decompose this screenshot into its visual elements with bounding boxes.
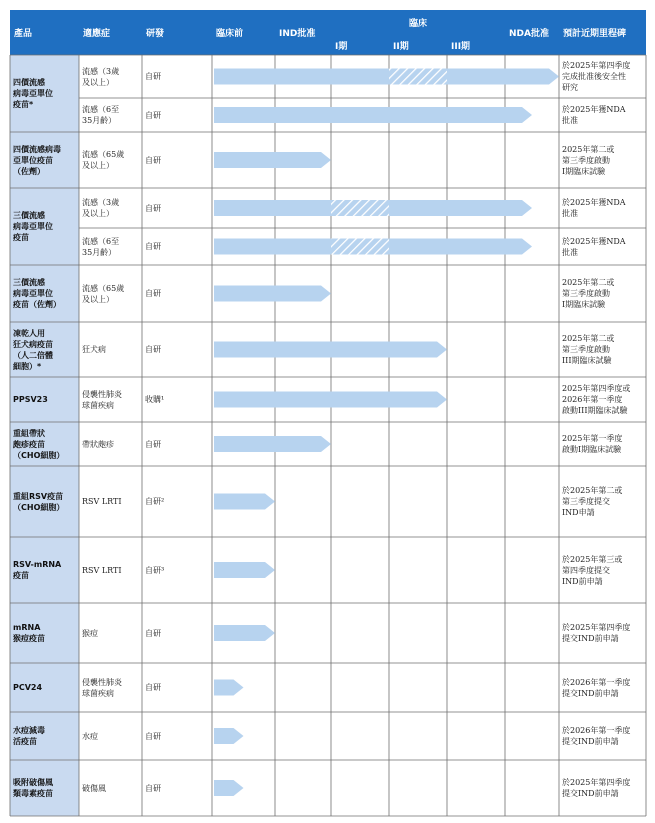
rd-source: 自研 xyxy=(145,783,161,793)
progress-bar xyxy=(214,436,331,452)
milestone: 於2025年獲NDA 批准 xyxy=(562,198,626,218)
product-name: 凍乾人用 狂犬病疫苗 （人二倍體 細胞）* xyxy=(10,322,79,377)
progress-bar xyxy=(214,728,244,744)
milestone: 於2025年第四季度 完成批准後安全性 研究 xyxy=(562,61,631,92)
product-name: 三價流感 病毒亞單位 疫苗（佐劑） xyxy=(10,265,79,322)
milestone: 於2025年第四季度 提交IND前申請 xyxy=(562,623,631,643)
milestone: 於2025年第三或 第四季度提交 IND前申請 xyxy=(562,554,623,586)
product-name: 重組RSV疫苗 （CHO細胞） xyxy=(10,466,79,537)
header-clinical: 臨床 xyxy=(331,10,505,35)
product-name: PCV24 xyxy=(10,663,79,712)
milestone: 於2025年第四季度 提交IND前申請 xyxy=(562,778,631,798)
product-name: 吸附破傷風 類毒素疫苗 xyxy=(10,760,79,816)
header-preclinical: 臨床前 xyxy=(212,10,275,55)
milestone: 2025年第四季度或 2026年第一季度 啟動III期臨床試驗 xyxy=(562,384,631,415)
rd-source: 自研 xyxy=(145,439,161,449)
header-phase1: I期 xyxy=(331,35,389,55)
product-name: 重組帶狀 皰疹疫苗 （CHO細胞） xyxy=(10,422,79,466)
hatched-phase xyxy=(331,239,389,255)
indication: 侵襲性肺炎 球菌疾病 xyxy=(82,677,122,698)
indication: 侵襲性肺炎 球菌疾病 xyxy=(82,389,122,410)
product-name: 水痘減毒 活疫苗 xyxy=(10,712,79,760)
indication: 流感（6至 35月齡） xyxy=(82,236,120,257)
rd-source: 自研 xyxy=(145,628,161,638)
indication: 流感（65歲 及以上） xyxy=(82,283,125,304)
milestone: 於2025年第二或 第三季度提交 IND申請 xyxy=(562,486,623,517)
rd-source: 自研 xyxy=(145,242,161,251)
header-product: 產品 xyxy=(10,10,79,55)
header-phase3: III期 xyxy=(447,35,505,55)
indication: 流感（3歲 及以上） xyxy=(82,198,120,218)
product-name: PPSV23 xyxy=(10,377,79,422)
rd-source: 自研 xyxy=(145,72,161,81)
header-rd: 研發 xyxy=(142,10,212,55)
progress-bar xyxy=(214,625,275,641)
rd-source: 自研 xyxy=(145,110,161,120)
product-name: 四價流感病毒 亞單位疫苗 （佐劑） xyxy=(10,132,79,188)
header-milestone: 預計近期里程碑 xyxy=(559,10,646,55)
hatched-phase xyxy=(389,69,447,85)
progress-bar xyxy=(214,562,275,578)
rd-source: 自研 xyxy=(145,731,161,741)
rd-source: 自研³ xyxy=(145,565,165,575)
milestone: 於2026年第一季度 提交IND前申請 xyxy=(562,726,631,746)
milestone: 2025年第一季度 啟動I期臨床試驗 xyxy=(562,434,623,454)
indication: 狂犬病 xyxy=(82,345,106,354)
header-nda-approval: NDA批准 xyxy=(505,10,559,55)
indication: 帶狀皰疹 xyxy=(82,439,114,449)
indication: 流感（65歲 及以上） xyxy=(82,150,125,170)
progress-bar xyxy=(214,342,447,358)
indication: RSV LRTI xyxy=(82,497,122,506)
progress-bar xyxy=(214,494,275,510)
product-name: RSV-mRNA 疫苗 xyxy=(10,537,79,603)
product-name: 三價流感 病毒亞單位 疫苗 xyxy=(10,188,79,265)
rd-source: 自研 xyxy=(145,683,161,692)
hatched-phase xyxy=(331,200,389,216)
milestone: 2025年第二或 第三季度啟動 I期臨床試驗 xyxy=(562,144,615,176)
progress-bar xyxy=(214,152,331,168)
milestone: 2025年第二或 第三季度啟動 I期臨床試驗 xyxy=(562,278,615,309)
rd-source: 自研 xyxy=(145,203,161,213)
header-ind-approval: IND批准 xyxy=(275,10,331,55)
milestone: 2025年第二或 第三季度啟動 III期臨床試驗 xyxy=(562,334,615,365)
indication: 流感（3歲 及以上） xyxy=(82,66,120,87)
progress-bar xyxy=(214,69,559,85)
indication: 流感（6至 35月齡） xyxy=(82,105,120,125)
progress-bar xyxy=(214,680,244,696)
progress-bar xyxy=(214,392,447,408)
rd-source: 自研 xyxy=(145,289,161,298)
progress-bar xyxy=(214,780,244,796)
milestone: 於2025年獲NDA 批准 xyxy=(562,236,626,257)
indication: RSV LRTI xyxy=(82,565,122,575)
indication: 猴痘 xyxy=(82,628,98,638)
milestone: 於2025年獲NDA 批准 xyxy=(562,105,626,125)
header-phase2: II期 xyxy=(389,35,447,55)
product-name: mRNA 猴痘疫苗 xyxy=(10,603,79,663)
progress-bar xyxy=(214,107,532,123)
rd-source: 自研 xyxy=(145,345,161,354)
indication: 破傷風 xyxy=(82,783,106,793)
progress-bar xyxy=(214,286,331,302)
rd-source: 收購¹ xyxy=(145,395,165,404)
header-indication: 適應症 xyxy=(79,10,142,55)
milestone: 於2026年第一季度 提交IND前申請 xyxy=(562,677,631,698)
indication: 水痘 xyxy=(82,731,98,741)
product-name: 四價流感 病毒亞單位 疫苗* xyxy=(10,55,79,132)
rd-source: 自研 xyxy=(145,155,161,165)
rd-source: 自研² xyxy=(145,497,165,506)
